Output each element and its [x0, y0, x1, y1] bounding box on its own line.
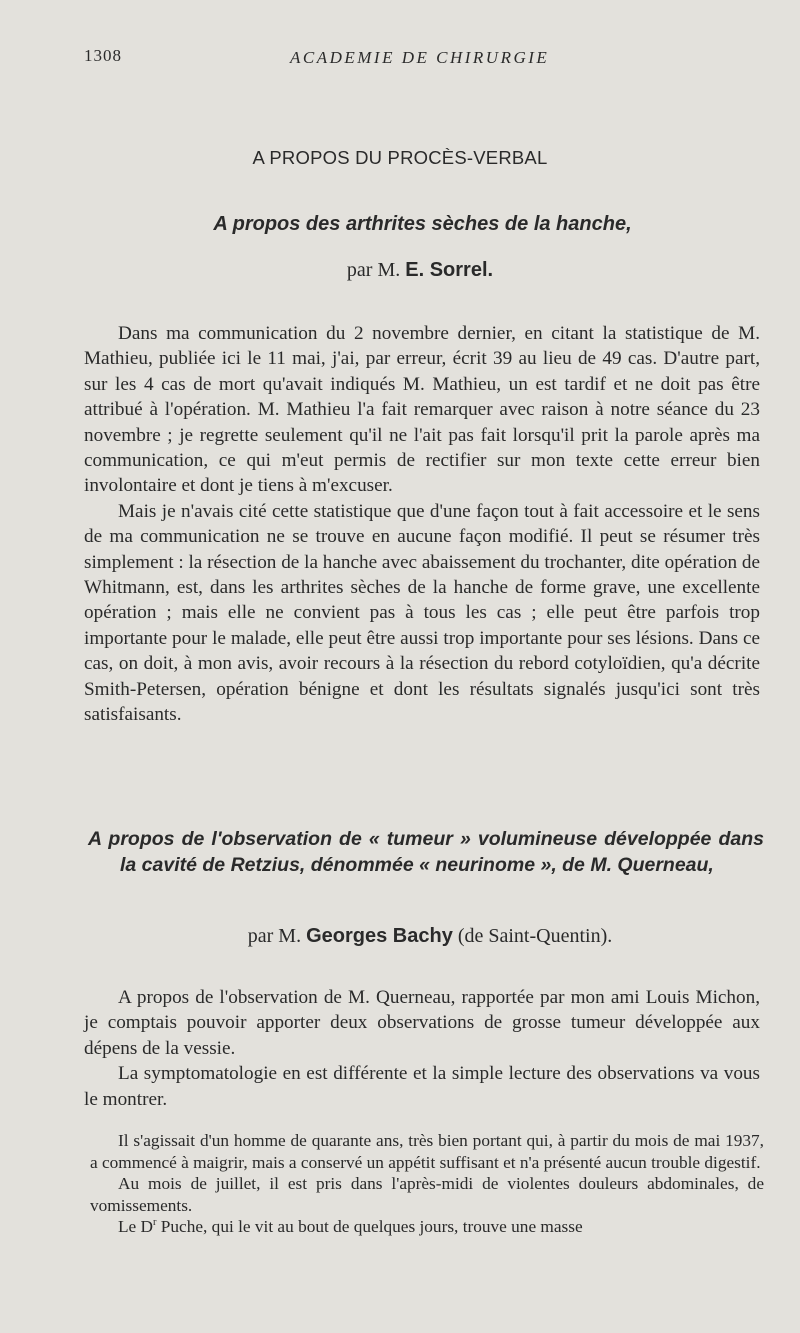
byline-prefix: par M. — [247, 925, 307, 947]
article-title: A propos de l'observation de « tumeur » volumineuse développée dans la cavité de Retzius, dénommée « neurinome », de M. Querneau, — [88, 828, 764, 876]
section-heading: A PROPOS DU PROCÈS-VERBAL — [252, 147, 548, 168]
article-byline — [0, 925, 800, 948]
case-paragraph: Le $D^r$ Puche, qui le vit au bout de quelques jours, trouve une masse — [118, 1217, 583, 1236]
byline-prefix: par M. — [346, 259, 406, 281]
article-title: A propos des arthrites sèches de la hanche, — [213, 213, 632, 235]
body-paragraph: A propos de l'observation de M. Querneau, rapportée par mon ami Louis Michon, je comptais pouvoir apporter deux observations de grosse tumeur développée aux dépens de la vessie. — [84, 987, 760, 1059]
body-paragraph: Mais je n'avais cité cette statistique que d'une façon tout à fait accessoire et le sens de ma communication ne se trouve en aucune façon modifié. Il peut se résumer très simplement : la résection de la hanche avec abaissement du trochanter, dite opération de Whitmann, est, dans les arthrites sèches de la hanche de forme grave, une excellente opération ; mais elle ne convient pas à tous les cas ; elle peut être parfois trop importante pour le malade, elle peut être aussi trop importante pour ses lésions. Dans ce cas, on doit, à mon avis, avoir recours à la résection du rebord cotyloïdien, qu'a décrite Smith-Petersen, opération bénigne et dont les résultats signalés jusqu'ici sont très satisfaisants. — [84, 500, 760, 726]
article-body — [84, 985, 760, 1112]
case-report — [90, 1130, 764, 1238]
author-name: Georges Bachy — [306, 925, 453, 947]
body-paragraph: Dans ma communication du 2 novembre dernier, en citant la statistique de M. Mathieu, publiée ici le 11 mai, j'ai, par erreur, écrit 39 au lieu de 49 cas. D'autre part, sur les 4 cas de mort qu'avait indiqués M. Mathieu, un est tardif et ne doit pas être attribué à l'opération. M. Mathieu l'a fait remarquer avec raison à notre séance du 23 novembre ; je regrette seulement qu'il ne l'ait pas fait lorsqu'il prit la parole après ma communication, ce qui m'eut permis de rectifier sur mon texte cette erreur bien involontaire et dont je tiens à m'excuser. — [84, 323, 760, 497]
article-byline — [0, 259, 800, 282]
author-name: E. Sorrel. — [405, 259, 494, 281]
running-head-title: ACADEMIE DE CHIRURGIE — [290, 48, 550, 67]
author-affiliation: (de Saint-Quentin). — [452, 925, 613, 947]
page-number: 1308 — [84, 46, 122, 65]
body-paragraph: La symptomatologie en est différente et la simple lecture des observations va vous le montrer. — [84, 1063, 760, 1110]
article-body — [84, 321, 760, 728]
case-paragraph: Il s'agissait d'un homme de quarante ans, très bien portant qui, à partir du mois de mai 1937, a commencé à maigrir, mais a conservé un appétit suffisant et n'a présenté aucun trouble digestif. — [90, 1131, 764, 1172]
case-paragraph: Au mois de juillet, il est pris dans l'après-midi de violentes douleurs abdominales, de vomissements. — [90, 1174, 764, 1215]
